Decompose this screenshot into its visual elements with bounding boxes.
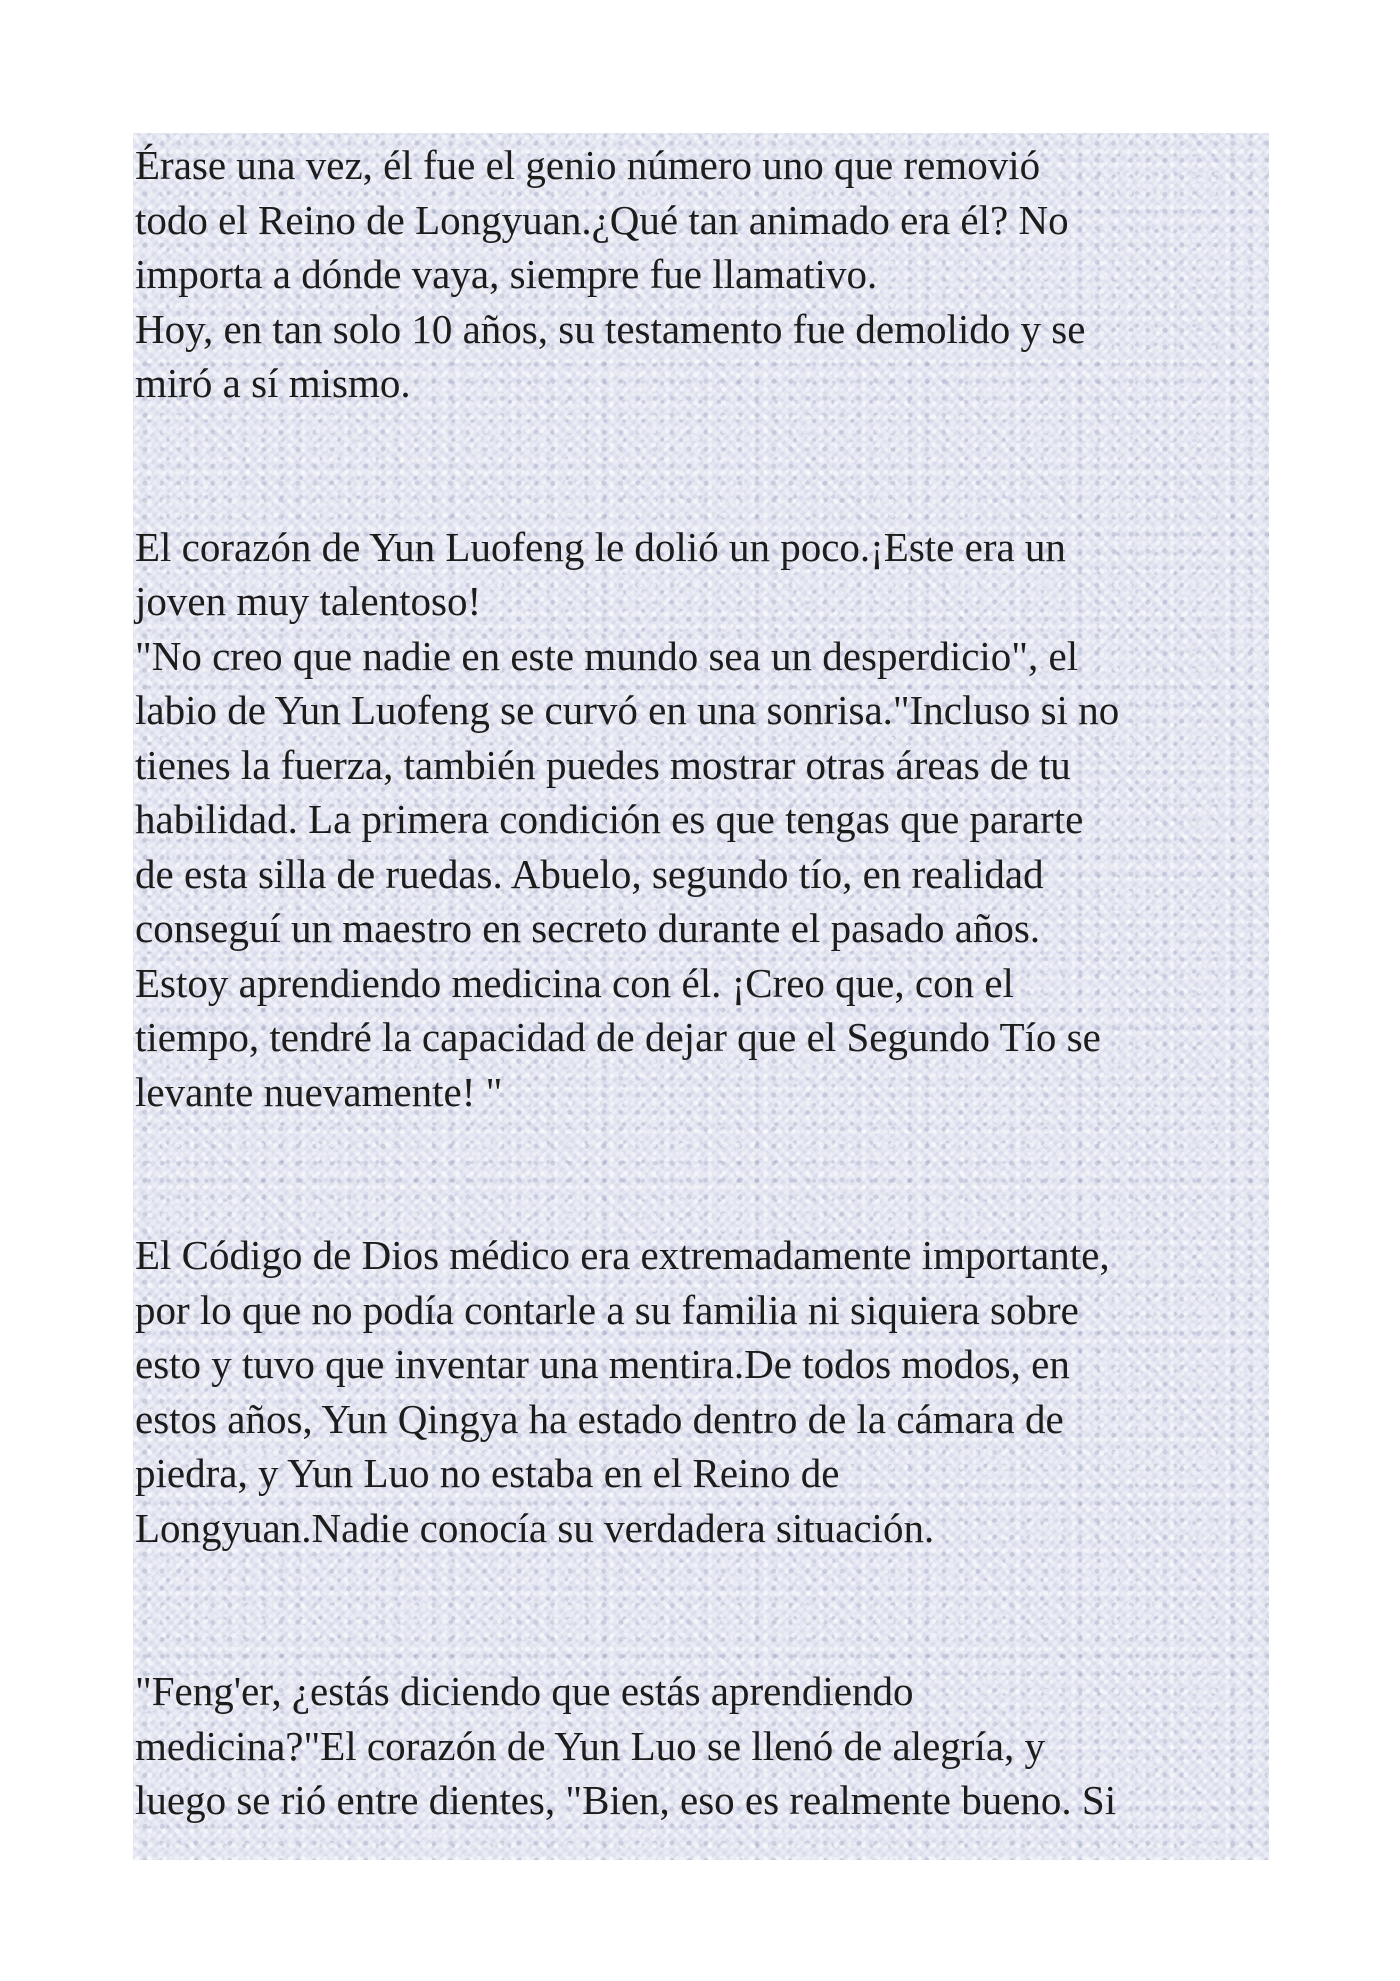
text-line: importa a dónde vaya, siempre fue llamativo. [135,251,878,297]
paragraph-4 [135,1664,1269,1828]
paragraph-3 [135,1228,1269,1555]
text-line: El Código de Dios médico era extremadamente importante, [135,1232,1110,1278]
text-line: por lo que no podía contarle a su familia ni siquiera sobre [135,1286,1079,1333]
text-body [133,133,1269,1860]
text-line: todo el Reino de Longyuan.¿Qué tan animado era él? No [135,196,1069,243]
text-line: El corazón de Yun Luofeng le dolió un poco.¡Este era un [135,523,1066,570]
text-line: Longyuan.Nadie conocía su verdadera situación. [135,1504,935,1551]
text-line: labio de Yun Luofeng se curvó en una sonrisa."Incluso si no [135,687,1120,733]
text-line: conseguí un maestro en secreto durante el pasado años. [135,905,1041,951]
paragraph-1 [135,138,1269,411]
text-line: piedra, y Yun Luo no estaba en el Reino de [135,1450,840,1496]
text-line: medicina?"El corazón de Yun Luo se llenó de alegría, y [135,1722,1046,1769]
text-line: habilidad. La primera condición es que tengas que pararte [135,796,1084,842]
text-line: Hoy, en tan solo 10 años, su testamento fue demolido y se [135,305,1086,352]
paragraph-gap [135,411,1269,520]
paragraph-gap [135,1119,1269,1228]
text-line: joven muy talentoso! [135,578,482,624]
text-line: de esta silla de ruedas. Abuelo, segundo tío, en realidad [135,850,1044,897]
text-line: tienes la fuerza, también puedes mostrar otras áreas de tu [135,741,1071,788]
text-line: luego se rió entre dientes, "Bien, eso es realmente bueno. Si [135,1777,1117,1823]
text-line: "No creo que nadie en este mundo sea un desperdicio", el [135,632,1079,679]
text-line: "Feng'er, ¿estás diciendo que estás aprendiendo [135,1668,914,1714]
text-line: esto y tuvo que inventar una mentira.De todos modos, en [135,1341,1070,1387]
paragraph-2 [135,520,1269,1120]
text-line: estos años, Yun Qingya ha estado dentro de la cámara de [135,1395,1064,1442]
text-line: Estoy aprendiendo medicina con él. ¡Creo que, con el [135,959,1014,1006]
paragraph-gap [135,1555,1269,1664]
text-line: miró a sí mismo. [135,360,411,406]
text-line: levante nuevamente! " [135,1068,503,1115]
text-line: Érase una vez, él fue el genio número uno que removió [135,142,1041,188]
text-line: tiempo, tendré la capacidad de dejar que el Segundo Tío se [135,1014,1101,1060]
